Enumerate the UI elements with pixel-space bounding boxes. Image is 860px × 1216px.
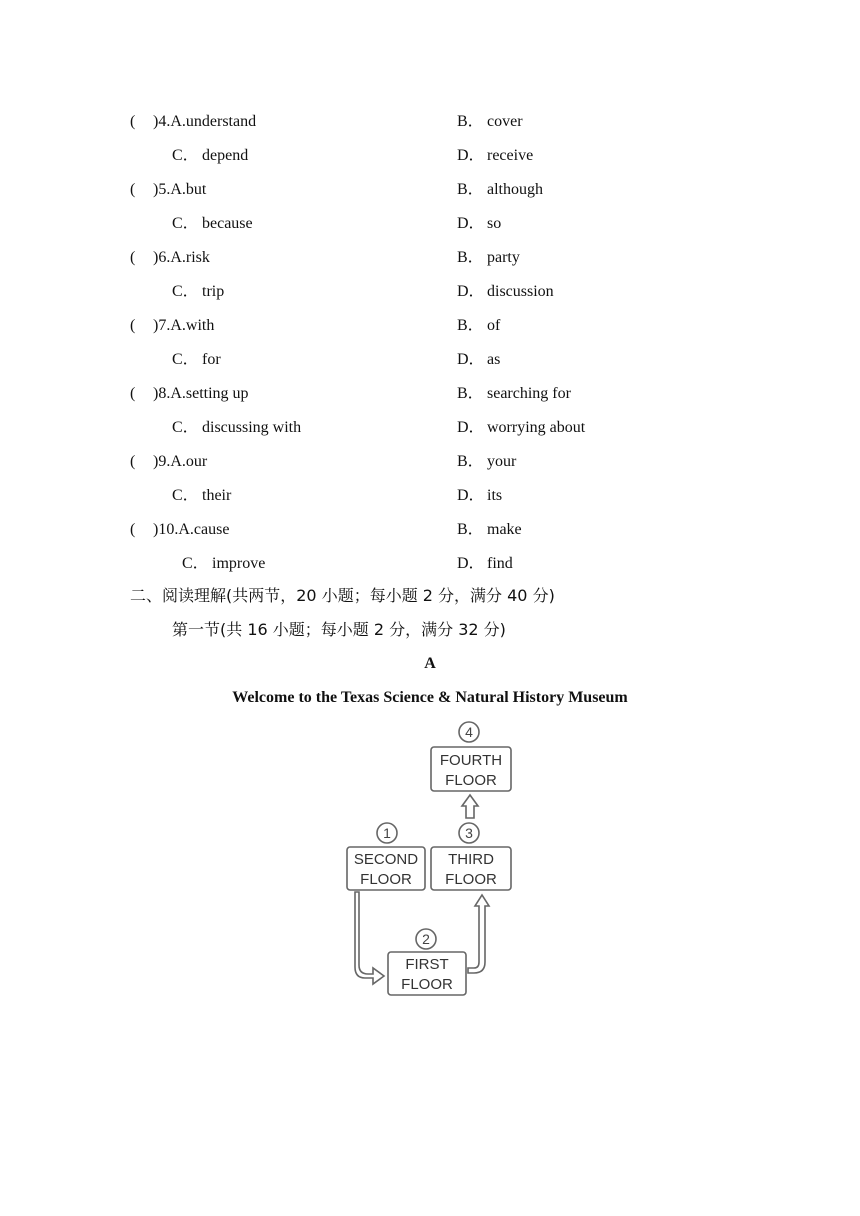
floor-diagram	[0, 710, 860, 1010]
option-c: C． their	[172, 487, 232, 504]
floor-label-line1: THIRD	[448, 851, 494, 868]
question-row	[0, 552, 860, 576]
option-c: C． for	[172, 351, 221, 368]
answer-paren: (	[130, 249, 136, 266]
option-d: D． so	[457, 215, 502, 232]
section-title: 二、阅读理解(共两节，20 小题；每小题 2 分，满分 40 分)	[130, 586, 555, 605]
question-stem	[130, 246, 210, 270]
floor-number: 4	[465, 724, 473, 740]
option-c: C． improve	[182, 555, 266, 572]
floor-label-line1: FIRST	[405, 956, 449, 973]
question-row	[0, 246, 860, 270]
option-c: C． because	[172, 215, 253, 232]
question-stem	[130, 450, 207, 474]
option-b: B． searching for	[457, 385, 571, 402]
passage-label: A	[424, 655, 436, 672]
option-a: )8.A.setting up	[153, 385, 249, 402]
question-row	[0, 314, 860, 338]
question-row	[0, 178, 860, 202]
option-b: B． party	[457, 249, 520, 266]
option-a: )4.A.understand	[153, 113, 257, 130]
floor-number: 2	[422, 931, 430, 947]
question-stem	[130, 178, 206, 202]
option-d: D． discussion	[457, 283, 554, 300]
question-row	[0, 348, 860, 372]
option-a: )7.A.with	[153, 317, 215, 334]
floor-label-line1: SECOND	[353, 851, 419, 868]
option-d: D． find	[457, 555, 513, 572]
arrow-curve-down-icon	[355, 892, 384, 984]
answer-paren: (	[130, 385, 136, 402]
answer-paren: (	[130, 521, 136, 538]
question-row	[0, 416, 860, 440]
option-d: D． as	[457, 351, 501, 368]
passage-title: Welcome to the Texas Science & Natural History Museum	[232, 689, 628, 706]
option-b: B． although	[457, 181, 543, 198]
option-a: )9.A.our	[153, 453, 208, 470]
question-row	[0, 382, 860, 406]
question-stem	[130, 382, 249, 406]
floor-number: 1	[383, 825, 391, 841]
question-stem	[130, 110, 256, 134]
option-b: B． make	[457, 521, 522, 538]
question-row	[0, 212, 860, 236]
option-c: C． trip	[172, 283, 225, 300]
floor-label-line2: FLOOR	[445, 871, 497, 888]
floor-label-line2: FLOOR	[360, 871, 412, 888]
question-row	[0, 518, 860, 542]
question-row	[0, 450, 860, 474]
question-stem	[130, 314, 214, 338]
option-d: D． worrying about	[457, 419, 586, 436]
option-c: C． depend	[172, 147, 249, 164]
answer-paren: (	[130, 181, 136, 198]
question-row	[0, 144, 860, 168]
question-row	[0, 280, 860, 304]
arrow-curve-up-icon	[468, 895, 489, 973]
option-a: )5.A.but	[153, 181, 207, 198]
answer-paren: (	[130, 113, 136, 130]
floor-number: 3	[465, 825, 473, 841]
option-b: B． your	[457, 453, 517, 470]
option-a: )6.A.risk	[153, 249, 210, 266]
answer-paren: (	[130, 453, 136, 470]
option-b: B． of	[457, 317, 501, 334]
floor-label-line2: FLOOR	[445, 772, 497, 789]
floor-label-line1: FOURTH	[439, 752, 503, 769]
option-b: B． cover	[457, 113, 523, 130]
question-row	[0, 484, 860, 508]
answer-paren: (	[130, 317, 136, 334]
option-c: C． discussing with	[172, 419, 302, 436]
option-d: D． its	[457, 487, 503, 504]
option-d: D． receive	[457, 147, 534, 164]
subsection-title: 第一节(共 16 小题；每小题 2 分，满分 32 分)	[172, 620, 506, 639]
question-row	[0, 110, 860, 134]
floor-label-line2: FLOOR	[401, 976, 453, 993]
question-stem	[130, 518, 229, 542]
option-a: )10.A.cause	[153, 521, 230, 538]
arrow-up-icon	[462, 795, 478, 818]
